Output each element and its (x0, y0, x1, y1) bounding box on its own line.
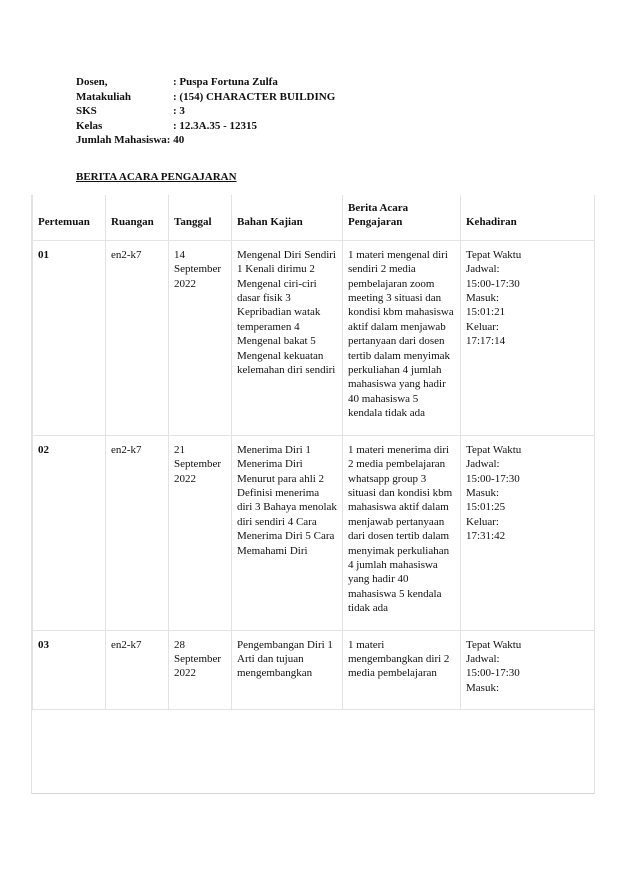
cell-bahan-kajian: Menerima Diri 1 Menerima Diri Menurut para ahli 2 Definisi menerima diri 3 Bahaya menolak diri sendiri 4 Cara Menerima Diri 5 Cara Memahami Diri (232, 435, 343, 630)
cell-tanggal: 21 September 2022 (169, 435, 232, 630)
table-header-row (33, 195, 595, 240)
teaching-record-table (32, 195, 595, 710)
section-title: BERITA ACARA PENGAJARAN (76, 171, 237, 183)
matakuliah-row (76, 90, 335, 105)
kelas-row (76, 119, 335, 134)
kelas-label: Kelas (76, 119, 103, 132)
column-header-pertemuan: Pertemuan (33, 195, 106, 240)
jumlah-mahasiswa-value: : 40 (166, 134, 185, 147)
matakuliah-label: Matakuliah (76, 90, 132, 103)
table-row (33, 630, 595, 710)
table-row (33, 240, 595, 435)
column-header-ruangan: Ruangan (106, 195, 169, 240)
jumlah-mahasiswa-label: Jumlah Mahasiswa (76, 134, 167, 147)
cell-tanggal: 28 September 2022 (169, 630, 232, 710)
table-row (33, 435, 595, 630)
sks-row (76, 104, 335, 119)
column-header-tanggal: Tanggal (169, 195, 232, 240)
cell-bahan-kajian: Mengenal Diri Sendiri 1 Kenali dirimu 2 Mengenal ciri-ciri dasar fisik 3 Kepribadian watak temperamen 4 Mengenal bakat 5 Mengenal kekuatan kelemahan diri sendiri (232, 240, 343, 435)
cell-bahan-kajian: Pengembangan Diri 1 Arti dan tujuan mengembangkan (232, 630, 343, 710)
cell-berita-acara: 1 materi mengenal diri sendiri 2 media pembelajaran zoom meeting 3 situasi dan kondisi kbm mahasiswa aktif dalam menjawab pertanyaan dari dosen tertib dalam menyimak perkuliahan 4 jumlah mahasiswa yang hadir 40 mahasiswa 5 kendala tidak ada (343, 240, 461, 435)
column-header-bahan-kajian: Bahan Kajian (232, 195, 343, 240)
cell-kehadiran: Tepat Waktu Jadwal: 15:00-17:30 Masuk: 15:01:25 Keluar: 17:31:42 (461, 435, 595, 630)
cell-ruangan: en2-k7 (106, 630, 169, 710)
jumlah-mahasiswa-row (76, 133, 335, 148)
teaching-record-table-container (31, 195, 595, 794)
sks-value: : 3 (173, 105, 185, 118)
cell-pertemuan: 02 (33, 435, 106, 630)
dosen-label: Dosen, (76, 76, 108, 88)
sks-label: SKS (76, 105, 97, 118)
column-header-berita-acara: Berita Acara Pengajaran (343, 195, 461, 240)
kelas-value: : 12.3A.35 - 12315 (173, 119, 258, 132)
dosen-value: : Puspa Fortuna Zulfa (173, 76, 278, 88)
cell-berita-acara: 1 materi menerima diri 2 media pembelajaran whatsapp group 3 situasi dan kondisi kbm mahasiswa aktif dalam menjawab pertanyaan dari dosen tertib dalam menyimak perkuliahan 4 jumlah mahasiswa yang hadir 40 mahasiswa 5 kendala tidak ada (343, 435, 461, 630)
cell-kehadiran: Tepat Waktu Jadwal: 15:00-17:30 Masuk: (461, 630, 595, 710)
column-header-kehadiran: Kehadiran (461, 195, 595, 240)
cell-kehadiran: Tepat Waktu Jadwal: 15:00-17:30 Masuk: 15:01:21 Keluar: 17:17:14 (461, 240, 595, 435)
cell-pertemuan: 01 (33, 240, 106, 435)
cell-pertemuan: 03 (33, 630, 106, 710)
cell-ruangan: en2-k7 (106, 435, 169, 630)
dosen-row (76, 75, 335, 90)
cell-berita-acara: 1 materi mengembangkan diri 2 media pembelajaran (343, 630, 461, 710)
cell-tanggal: 14 September 2022 (169, 240, 232, 435)
course-info (76, 75, 335, 148)
cell-ruangan: en2-k7 (106, 240, 169, 435)
matakuliah-value: : (154) CHARACTER BUILDING (173, 90, 336, 103)
